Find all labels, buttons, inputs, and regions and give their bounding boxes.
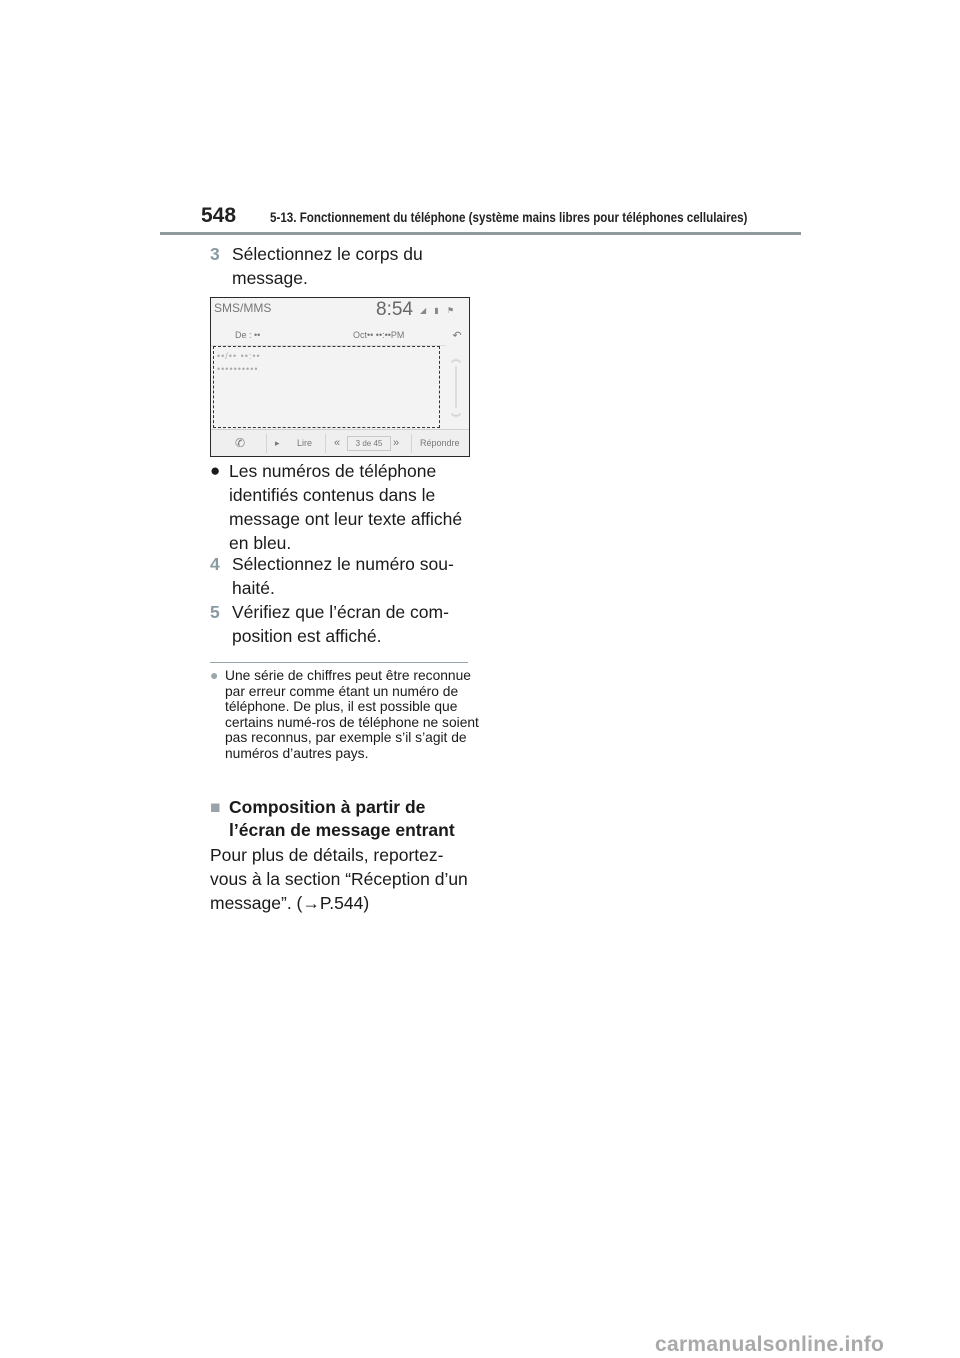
page-counter xyxy=(347,436,391,451)
phone-icon[interactable]: ✆ xyxy=(235,436,246,450)
step-text: Sélectionnez le corps du message. xyxy=(232,244,423,288)
step-number: 3 xyxy=(210,244,220,264)
message-date: Oct•• ••:••PM xyxy=(353,330,405,340)
subheading xyxy=(210,796,470,844)
bullet-text: Les numéros de téléphone identifiés contenus dans le message ont leur texte affiché en bleu. xyxy=(229,461,463,553)
bullet-item xyxy=(210,459,472,559)
screen-title: SMS/MMS xyxy=(214,301,272,315)
step-number: 4 xyxy=(210,554,220,574)
scroll-track xyxy=(455,366,457,408)
note xyxy=(210,667,479,788)
bottom-button-bar xyxy=(211,429,469,457)
divider xyxy=(411,434,412,453)
message-body-line: ••/•• ••:•• xyxy=(217,351,261,361)
next-icon[interactable]: » xyxy=(393,437,400,449)
back-icon[interactable]: ↶ xyxy=(452,330,462,342)
page-current: 3 xyxy=(355,439,361,448)
step-text: Vérifiez que l’écran de com-position est affiché. xyxy=(232,602,449,646)
page-number: 548 xyxy=(201,204,237,227)
sender-field: De : •• xyxy=(235,330,261,340)
divider xyxy=(325,434,326,453)
header-rule xyxy=(160,232,801,235)
reply-button[interactable]: Répondre xyxy=(420,438,460,448)
message-header-row xyxy=(211,328,446,346)
body-paragraph: Pour plus de détails, reportez-vous à la section “Réception d’un message”. (→P.544) xyxy=(210,845,468,913)
section-title: 5-13. Fonctionnement du téléphone (système mains libres pour téléphones cellulaires) xyxy=(270,210,748,225)
scroll-down-icon[interactable]: ︾ xyxy=(451,414,461,425)
step-number: 5 xyxy=(210,602,220,622)
page-of: de xyxy=(362,439,372,448)
sms-screen-illustration xyxy=(210,297,470,457)
step-text: Sélectionnez le numéro sou-haité. xyxy=(232,554,454,598)
step-4 xyxy=(210,552,472,602)
page-total: 45 xyxy=(373,439,383,448)
play-icon[interactable]: ▸ xyxy=(275,438,280,448)
status-icons: ▪ ◢ ▮ ⚑ xyxy=(409,306,458,315)
note-rule xyxy=(210,662,468,663)
scrollbar[interactable] xyxy=(449,350,463,426)
previous-icon[interactable]: « xyxy=(334,437,341,449)
note-text: Une série de chiffres peut être reconnue par erreur comme étant un numéro de téléphone. De plus, il est possible que certains numé-ros de téléphone ne soient pas reconnus, par exemple s’il s’agit de numéros d’autres pays. xyxy=(225,668,479,761)
divider xyxy=(266,434,267,453)
clock: 8:54 xyxy=(376,299,413,320)
message-body-line: •••••••••• xyxy=(217,364,259,374)
bullet-icon: ● xyxy=(210,461,221,480)
subheading-text: Composition à partir de l’écran de message entrant xyxy=(229,797,455,840)
note-bullet-icon: ● xyxy=(210,667,219,683)
square-marker-icon: ■ xyxy=(210,797,221,817)
step-5 xyxy=(210,600,472,650)
watermark: carmanualsonline.info xyxy=(655,1333,885,1356)
step-3 xyxy=(210,242,470,292)
scroll-up-icon[interactable]: ︽ xyxy=(451,354,461,365)
read-button[interactable]: Lire xyxy=(297,438,313,448)
